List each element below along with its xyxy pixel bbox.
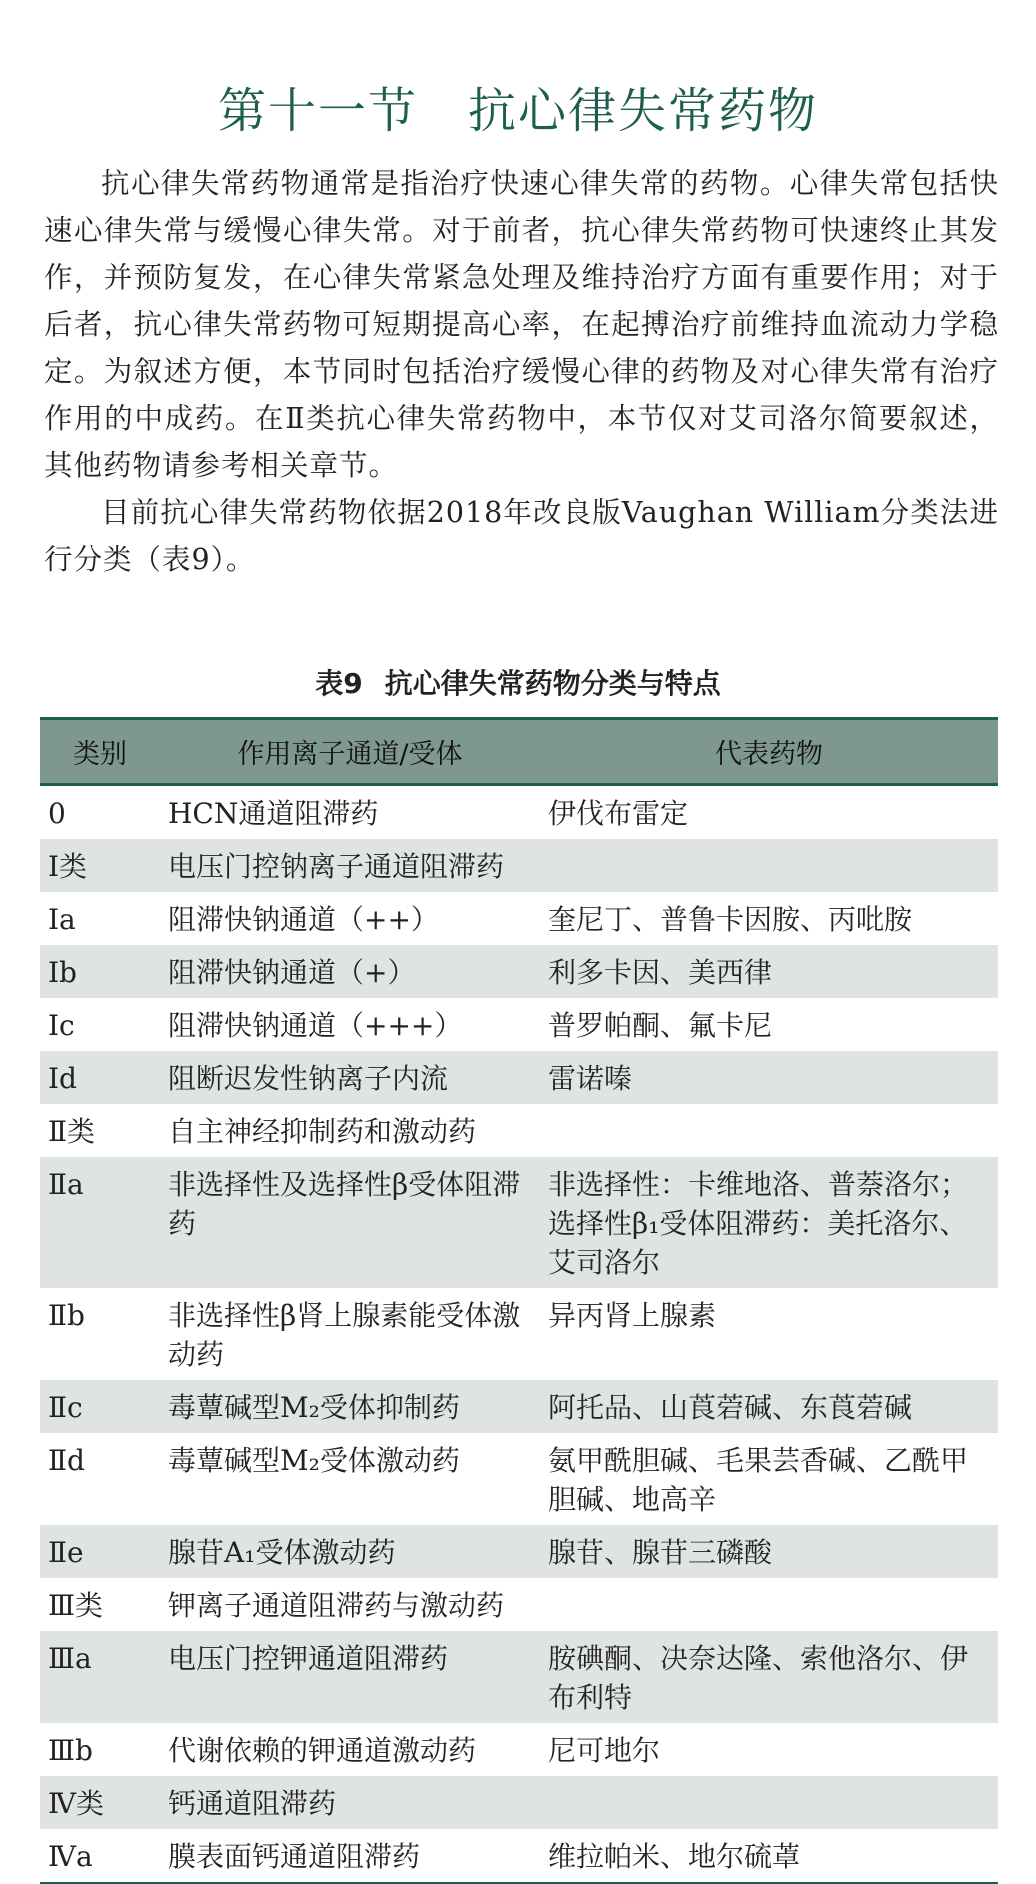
drugs-cell: 奎尼丁、普鲁卡因胺、丙吡胺 xyxy=(548,903,913,936)
drugs-cell: 腺苷、腺苷三磷酸 xyxy=(540,1525,998,1578)
target-cell: 毒蕈碱型M₂受体抑制药 xyxy=(160,1380,540,1433)
table-row xyxy=(40,1829,998,1883)
target-cell: 钾离子通道阻滞药与激动药 xyxy=(168,1589,505,1622)
class-cell: 0 xyxy=(48,797,66,830)
body-text xyxy=(44,160,999,583)
drug-classification-table xyxy=(40,717,998,1884)
class-cell: Ⅰc xyxy=(48,1009,75,1042)
drugs-cell: 胺碘酮、决奈达隆、索他洛尔、伊布利特 xyxy=(540,1631,998,1723)
table-row xyxy=(40,1631,998,1723)
drugs-cell: 普罗帕酮、氟卡尼 xyxy=(548,1009,773,1042)
drugs-cell xyxy=(540,839,998,892)
table-caption xyxy=(0,662,1036,702)
table-row xyxy=(40,1104,998,1157)
class-cell: Ⅲ类 xyxy=(48,1589,104,1622)
target-cell: 阻滞快钠通道（+） xyxy=(160,945,540,998)
target-cell: HCN通道阻滞药 xyxy=(168,797,379,830)
target-cell: 毒蕈碱型M₂受体激动药 xyxy=(168,1444,460,1477)
class-cell: Ⅰd xyxy=(40,1051,160,1104)
table-header-row xyxy=(40,719,998,785)
class-cell: Ⅲa xyxy=(40,1631,160,1723)
paragraph: 抗心律失常药物通常是指治疗快速心律失常的药物。心律失常包括快速心律失常与缓慢心律失常。对于前者，抗心律失常药物可快速终止其发作，并预防复发，在心律失常紧急处理及维持治疗方面有重要作用；对于后者，抗心律失常药物可短期提高心率，在起搏治疗前维持血流动力学稳定。为叙述方便，本节同时包括治疗缓慢心律的药物及对心律失常有治疗作用的中成药。在Ⅱ类抗心律失常药物中，本节仅对艾司洛尔简要叙述，其他药物请参考相关章节。 xyxy=(44,167,999,482)
table-row xyxy=(40,1525,998,1578)
target-cell: 阻滞快钠通道（+++） xyxy=(168,1009,463,1042)
drugs-cell: 异丙肾上腺素 xyxy=(548,1299,717,1332)
table-body xyxy=(40,785,998,1884)
drugs-cell xyxy=(540,1578,998,1631)
target-cell: 自主神经抑制药和激动药 xyxy=(168,1115,477,1148)
target-cell: 腺苷A₁受体激动药 xyxy=(160,1525,540,1578)
class-cell: Ⅱc xyxy=(40,1380,160,1433)
class-cell: Ⅱd xyxy=(48,1444,85,1477)
paragraph: 目前抗心律失常药物依据2018年改良版Vaughan William分类法进行分类（表9）。 xyxy=(44,496,999,576)
target-cell: 膜表面钙通道阻滞药 xyxy=(160,1829,540,1883)
target-cell: 电压门控钠离子通道阻滞药 xyxy=(160,839,540,892)
class-cell: Ⅰa xyxy=(48,903,76,936)
table-row xyxy=(40,1776,998,1829)
target-cell: 阻滞快钠通道（++） xyxy=(168,903,439,936)
drugs-cell: 非选择性：卡维地洛、普萘洛尔；选择性β₁受体阻滞药：美托洛尔、艾司洛尔 xyxy=(540,1157,998,1288)
class-cell: Ⅳa xyxy=(40,1829,160,1883)
target-cell: 非选择性及选择性β受体阻滞药 xyxy=(160,1157,540,1288)
table-row xyxy=(40,1433,998,1525)
class-cell: Ⅳ类 xyxy=(40,1776,160,1829)
table-row xyxy=(40,1288,998,1380)
drugs-cell xyxy=(540,1776,998,1829)
drugs-cell: 雷诺嗪 xyxy=(540,1051,998,1104)
target-cell: 阻断迟发性钠离子内流 xyxy=(160,1051,540,1104)
class-cell: Ⅱa xyxy=(40,1157,160,1288)
table-row xyxy=(40,945,998,998)
class-cell: Ⅲb xyxy=(48,1734,93,1767)
table-row xyxy=(40,785,998,840)
table-row xyxy=(40,1723,998,1776)
table-row xyxy=(40,1051,998,1104)
drugs-cell: 利多卡因、美西律 xyxy=(540,945,998,998)
class-cell: Ⅰ类 xyxy=(40,839,160,892)
target-cell: 非选择性β肾上腺素能受体激动药 xyxy=(168,1299,521,1371)
class-cell: Ⅱ类 xyxy=(48,1115,96,1148)
table-caption-number: 表9 xyxy=(315,667,363,700)
target-cell: 代谢依赖的钾通道激动药 xyxy=(168,1734,477,1767)
drugs-cell: 维拉帕米、地尔硫䓬 xyxy=(540,1829,998,1883)
table-row xyxy=(40,1578,998,1631)
table-caption-text: 抗心律失常药物分类与特点 xyxy=(384,667,721,700)
table-row xyxy=(40,892,998,945)
class-cell: Ⅰb xyxy=(40,945,160,998)
table-row xyxy=(40,998,998,1051)
class-cell: Ⅱe xyxy=(40,1525,160,1578)
drugs-cell: 阿托品、山莨菪碱、东莨菪碱 xyxy=(540,1380,998,1433)
column-header-target: 作用离子通道/受体 xyxy=(160,719,540,785)
drugs-cell: 氨甲酰胆碱、毛果芸香碱、乙酰甲胆碱、地高辛 xyxy=(548,1444,969,1516)
column-header-drugs: 代表药物 xyxy=(540,719,998,785)
drugs-cell: 尼可地尔 xyxy=(548,1734,661,1767)
target-cell: 电压门控钾通道阻滞药 xyxy=(160,1631,540,1723)
drugs-cell xyxy=(540,1104,998,1157)
target-cell: 钙通道阻滞药 xyxy=(160,1776,540,1829)
class-cell: Ⅱb xyxy=(48,1299,85,1332)
column-header-class: 类别 xyxy=(40,719,160,785)
table-row xyxy=(40,1157,998,1288)
drugs-cell: 伊伐布雷定 xyxy=(548,797,689,830)
table-row xyxy=(40,839,998,892)
table-row xyxy=(40,1380,998,1433)
page-title: 第十一节 抗心律失常药物 xyxy=(217,83,818,139)
